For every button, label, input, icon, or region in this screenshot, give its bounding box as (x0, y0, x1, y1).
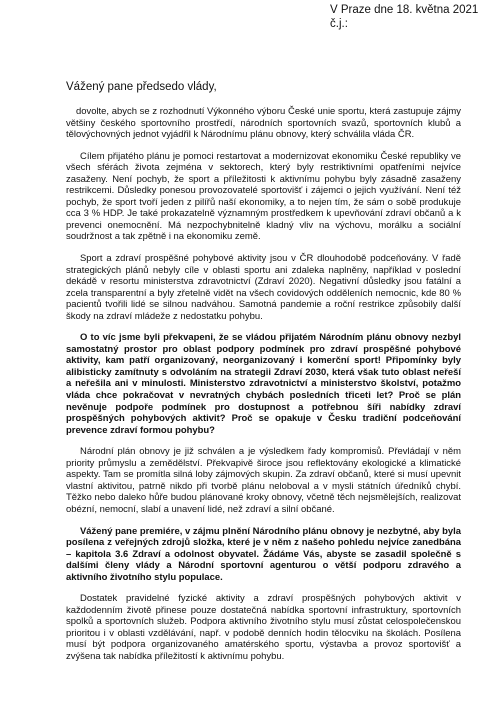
salutation: Vážený pane předsedo vlády, (66, 81, 217, 93)
date-block (330, 3, 478, 31)
paragraph-intro: dovolte, abych se z rozhodnutí Výkonného výboru České unie sportu, která zastupuje zájmy většiny českého sportovního prostředí, národních sportovních svazů, sportovních klubů a tělovýchovných jednot vyjádřil k Národnímu plánu obnovy, který schválila vláda ČR. (66, 106, 461, 141)
reference-number: č.j.: (330, 18, 348, 30)
letter-body (66, 106, 461, 673)
paragraph-physical-activity: Dostatek pravidelné fyzické aktivity a zdraví prospěšných pohybových aktivit v každodenním životě přinese pouze dostatečná nabídka sportovní infrastruktury, sportovních spolků a sportovních služeb. Podpora aktivního životního stylu musí zůstat celospolečenskou prioritou i v oblasti vzdělávání, např. v podobě denních hodin tělocviku na školách. Posílena musí být podpora organizovaného amatérského sportu, výstavba a provoz sportovišť a zvýšena tak nabídka příležitostí k aktivnímu pohybu. (66, 593, 461, 662)
date-line: V Praze dne 18. května 2021 (330, 4, 479, 16)
paragraph-surprise: O to víc jsme byli překvapeni, že se vládou přijatém Národním plánu obnovy nezbyl samostatný prostor pro oblast podpory podmínek pro zdraví prospěšné pohybové aktivity, kam patří organizovaný, neorganizovaný i komerční sport! Připomínky byly alibisticky zamítnuty s odvoláním na strategii Zdraví 2030, která však tuto oblast neřeší a neřešila ani v minulosti. Ministerstvo zdravotnictví a ministerstvo školství, potažmo vláda chce pokračovat v nevratných chybách posledních třiceti let? Proč se plán nevěnuje podpoře podmínek pro dostupnost a potřebnou šíři nabídky zdraví prospěšných pohybových aktivit? Proč se opakuje v Česku tradiční podceňování prevence zdraví formou pohybu? (66, 332, 461, 436)
paragraph-compromises: Národní plán obnovy je již schválen a je výsledkem řady kompromisů. Převládají v něm priority průmyslu a zemědělství. Překvapivě široce jsou reflektovány ekologické a klimatické aspekty. Tam se promítla silná loby zájmových skupin. Za zdraví občanů, které si musí upevnit vlastní aktivitou, patrně nikdo při tvorbě plánu neloboval a v mysli státních úředníků chybí. Těžko nebo daleko hůře budou plánované kroky obnovy, včetně těch nejsmělejších, realizovat obézní, nemocní, slabí a unavení lidé, než zdraví a silní občané. (66, 446, 461, 515)
paragraph-underestimated-sport: Sport a zdraví prospěšné pohybové aktivity jsou v ČR dlouhodobě podceňovány. V řadě strategických plánů nebyly cíle v oblasti sportu ani zdaleka naplněny, například v poslední dekádě v resortu ministerstva zdravotnictví (Zdraví 2020). Negativní důsledky jsou fatální a zcela transparentní a byly zřetelně vidět na všech covidových odděleních nemocnic, kde 80 % pacientů tvořili lidé se silnou nadváhou. Samotná pandemie a roční restrikce způsobily další škody na zdraví mládeže z nedostatku pohybu. (66, 253, 461, 322)
paragraph-plan-goal: Cílem přijatého plánu je pomoci restartovat a modernizovat ekonomiku České republiky ve všech sférách života zejména v sektorech, který byly restriktivními opatřeními nejvíce zasaženy. Není pochyb, že sport a příležitosti k aktivnímu pohybu byly zásadně zasaženy restrikcemi. Důsledky ponesou provozovatelé sportovišť i zájemci o jejich využívání. Není též pochyb, že sport tvoří jeden z pilířů naší ekonomiky, a to nejen tím, že sám o sobě produkuje cca 3 % HDP. Je také prokazatelně významným prostředkem k upevňování zdraví občanů a k prevenci onemocnění. Má nezpochybnitelně kladný vliv na výchovu, morálku a sociální soudržnost a tak zpětně i na ekonomiku země. (66, 150, 461, 243)
paragraph-request: Vážený pane premiére, v zájmu plnění Národního plánu obnovy je nezbytné, aby byla posílena z veřejných zdrojů složka, které je v něm z našeho pohledu nejvíce zanedbána – kapitola 3.6 Zdraví a odolnost obyvatel. Žádáme Vás, abyste se zasadil společně s dalšími členy vlády a Národní sportovní agenturou o větší podporu zdravého a aktivního životního stylu populace. (66, 525, 461, 583)
